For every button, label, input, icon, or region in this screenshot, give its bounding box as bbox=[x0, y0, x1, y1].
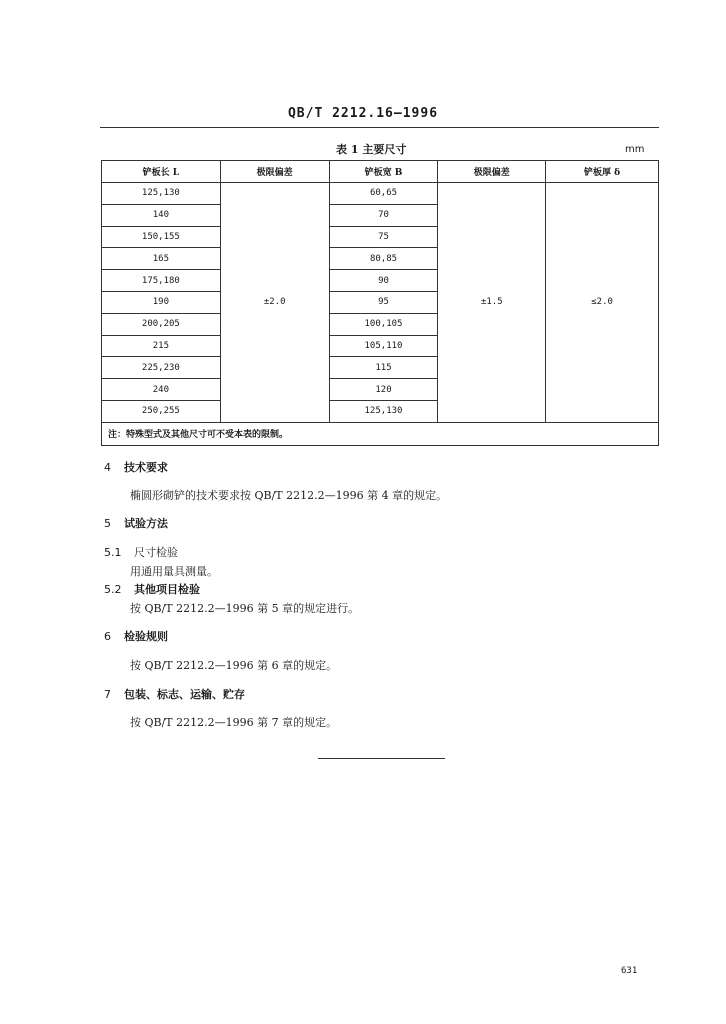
end-of-standard-rule bbox=[318, 758, 445, 759]
table-caption: 表 1 主要尺寸 bbox=[336, 143, 407, 156]
width-cell: 105,110 bbox=[329, 335, 438, 357]
width-cell: 75 bbox=[329, 226, 438, 248]
section-number: 4 bbox=[104, 461, 111, 474]
section-title: 技术要求 bbox=[124, 461, 168, 474]
length-cell: 125,130 bbox=[102, 183, 221, 205]
section-title: 试验方法 bbox=[124, 517, 168, 530]
section-4-text: 椭圆形砌铲的技术要求按 QB/T 2212.2—1996 第 4 章的规定。 bbox=[130, 489, 448, 502]
header-width-tolerance: 极限偏差 bbox=[438, 161, 546, 183]
section-number: 5.2 bbox=[104, 583, 122, 596]
page-number: 631 bbox=[621, 966, 638, 976]
length-cell: 215 bbox=[102, 335, 221, 357]
standard-code-header: QB/T 2212.16—1996 bbox=[287, 106, 439, 121]
section-5-1-heading bbox=[104, 544, 178, 560]
width-cell: 70 bbox=[329, 204, 438, 226]
table-header-row bbox=[102, 161, 659, 183]
length-cell: 200,205 bbox=[102, 313, 221, 335]
table-note-row bbox=[102, 422, 659, 445]
section-title: 包装、标志、运输、贮存 bbox=[124, 688, 245, 701]
width-cell: 95 bbox=[329, 291, 438, 313]
section-title: 其他项目检验 bbox=[134, 583, 200, 596]
width-cell: 100,105 bbox=[329, 313, 438, 335]
section-5-1-text: 用通用量具测量。 bbox=[130, 565, 218, 578]
section-title: 检验规则 bbox=[124, 630, 168, 643]
section-6-heading bbox=[104, 628, 168, 644]
width-cell: 80,85 bbox=[329, 248, 438, 270]
section-title: 尺寸检验 bbox=[134, 546, 178, 559]
width-cell: 60,65 bbox=[329, 183, 438, 205]
header-width: 铲板宽 B bbox=[329, 161, 438, 183]
length-cell: 190 bbox=[102, 291, 221, 313]
header-thickness: 铲板厚 δ bbox=[546, 161, 659, 183]
table-unit: mm bbox=[625, 144, 645, 155]
length-cell: 225,230 bbox=[102, 357, 221, 379]
section-5-2-heading bbox=[104, 581, 200, 597]
section-7-text: 按 QB/T 2212.2—1996 第 7 章的规定。 bbox=[130, 716, 338, 729]
width-cell: 120 bbox=[329, 379, 438, 401]
length-cell: 175,180 bbox=[102, 270, 221, 292]
section-6-text: 按 QB/T 2212.2—1996 第 6 章的规定。 bbox=[130, 659, 338, 672]
section-7-heading bbox=[104, 686, 245, 702]
header-length: 铲板长 L bbox=[102, 161, 221, 183]
length-cell: 165 bbox=[102, 248, 221, 270]
section-5-heading bbox=[104, 515, 168, 531]
header-rule bbox=[100, 127, 659, 128]
width-cell: 90 bbox=[329, 270, 438, 292]
length-cell: 150,155 bbox=[102, 226, 221, 248]
table-note: 注：特殊型式及其他尺寸可不受本表的限制。 bbox=[102, 422, 659, 445]
width-cell: 125,130 bbox=[329, 400, 438, 422]
length-cell: 140 bbox=[102, 204, 221, 226]
thickness-cell: ≤2.0 bbox=[546, 183, 659, 423]
section-number: 5.1 bbox=[104, 546, 122, 559]
section-number: 5 bbox=[104, 517, 111, 530]
main-dimensions-table bbox=[101, 160, 659, 446]
section-5-2-text: 按 QB/T 2212.2—1996 第 5 章的规定进行。 bbox=[130, 602, 360, 615]
width-cell: 115 bbox=[329, 357, 438, 379]
length-cell: 250,255 bbox=[102, 400, 221, 422]
length-tolerance-cell: ±2.0 bbox=[220, 183, 329, 423]
section-number: 6 bbox=[104, 630, 111, 643]
section-number: 7 bbox=[104, 688, 111, 701]
length-cell: 240 bbox=[102, 379, 221, 401]
table-row bbox=[102, 183, 659, 205]
width-tolerance-cell: ±1.5 bbox=[438, 183, 546, 423]
section-4-heading bbox=[104, 459, 168, 475]
header-length-tolerance: 极限偏差 bbox=[220, 161, 329, 183]
